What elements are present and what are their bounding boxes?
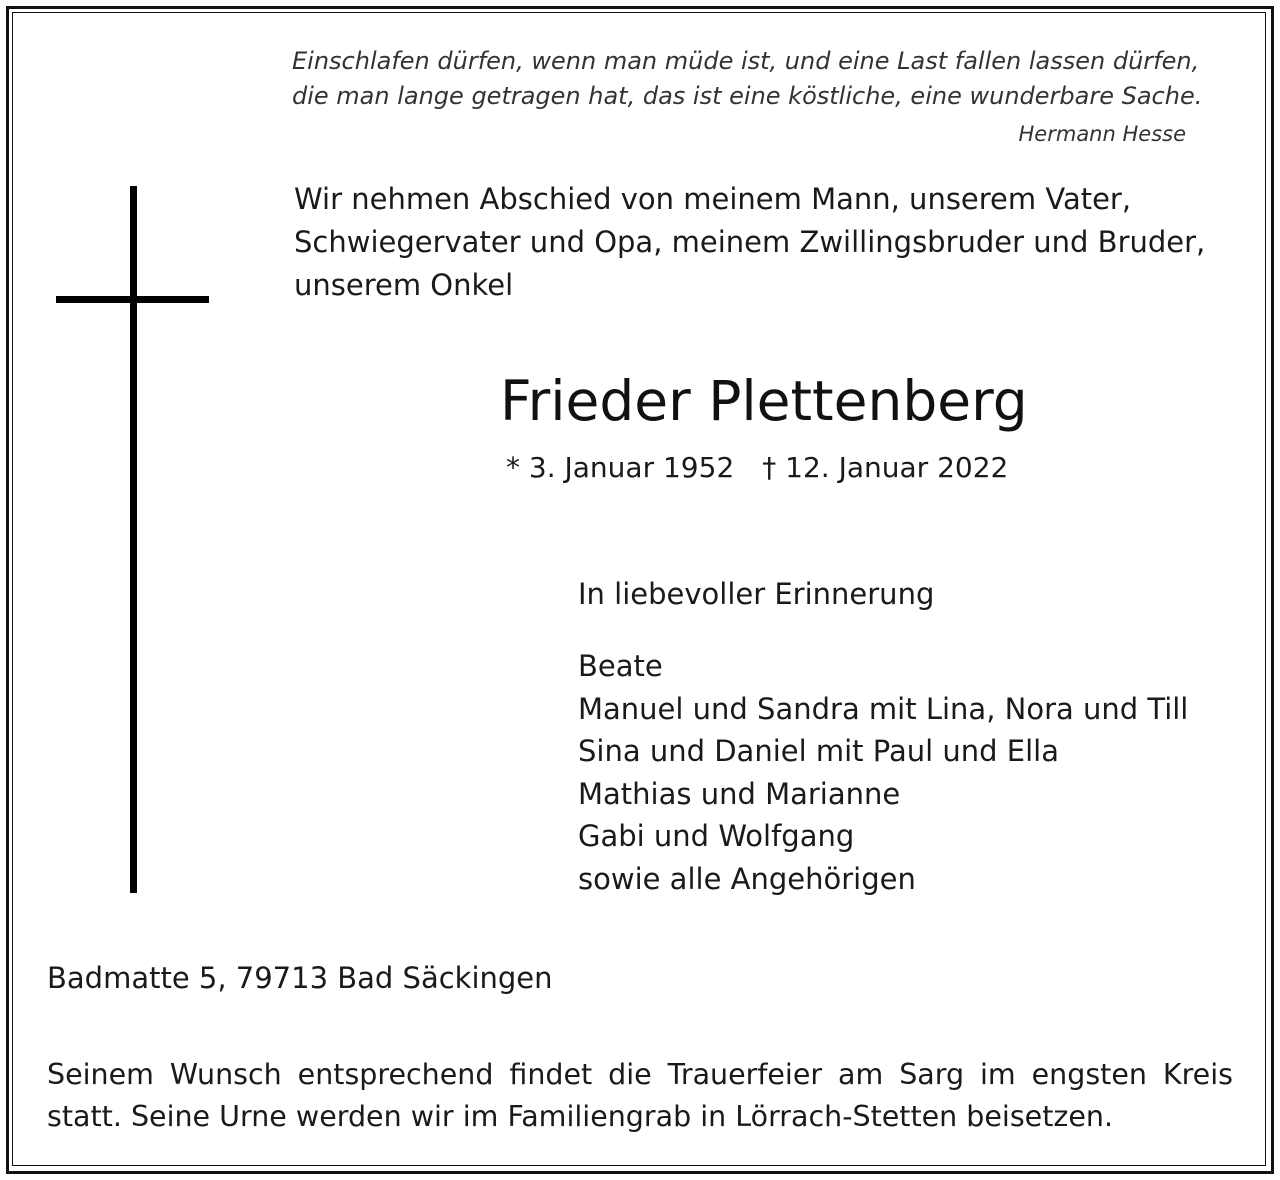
mourners-list	[578, 645, 1188, 900]
farewell-intro	[294, 178, 1205, 307]
deceased-name: Frieder Plettenberg	[500, 369, 1028, 433]
life-dates	[506, 450, 1008, 486]
notice-line: statt. Seine Urne werden wir im Familiengrab in Lörrach-Stetten beisetzen.	[47, 1100, 1114, 1133]
death-date: † 12. Januar 2022	[762, 451, 1009, 484]
birth-date: * 3. Januar 1952	[506, 451, 735, 484]
epigraph-quote	[292, 44, 1203, 114]
mourner-item: Sina und Daniel mit Paul und Ella	[578, 734, 1059, 768]
intro-line: unserem Onkel	[294, 268, 514, 302]
quote-line: die man lange getragen hat, das ist eine köstliche, eine wunderbare Sache.	[292, 82, 1203, 110]
mourner-item: sowie alle Angehörigen	[578, 861, 916, 896]
cross-vertical-bar	[130, 186, 137, 893]
mourner-item: Mathias und Marianne	[578, 776, 901, 811]
mourner-item: Manuel und Sandra mit Lina, Nora und Till	[578, 691, 1189, 726]
notice-line: Seinem Wunsch entsprechend findet die Trauerfeier am Sarg im engsten Kreis	[47, 1058, 1233, 1091]
address: Badmatte 5, 79713 Bad Säckingen	[47, 961, 553, 995]
quote-author: Hermann Hesse	[1018, 122, 1186, 146]
funeral-notice	[47, 1054, 1233, 1138]
cross-horizontal-bar	[56, 296, 209, 303]
mourner-item: Gabi und Wolfgang	[578, 819, 855, 853]
mourner-item: Beate	[578, 649, 663, 683]
intro-line: Wir nehmen Abschied von meinem Mann, unserem Vater,	[294, 182, 1132, 216]
quote-line: Einschlafen dürfen, wenn man müde ist, und eine Last fallen lassen dürfen,	[292, 47, 1200, 75]
memory-line: In liebevoller Erinnerung	[578, 577, 935, 611]
intro-line: Schwiegervater und Opa, meinem Zwillingsbruder und Bruder,	[294, 225, 1206, 259]
